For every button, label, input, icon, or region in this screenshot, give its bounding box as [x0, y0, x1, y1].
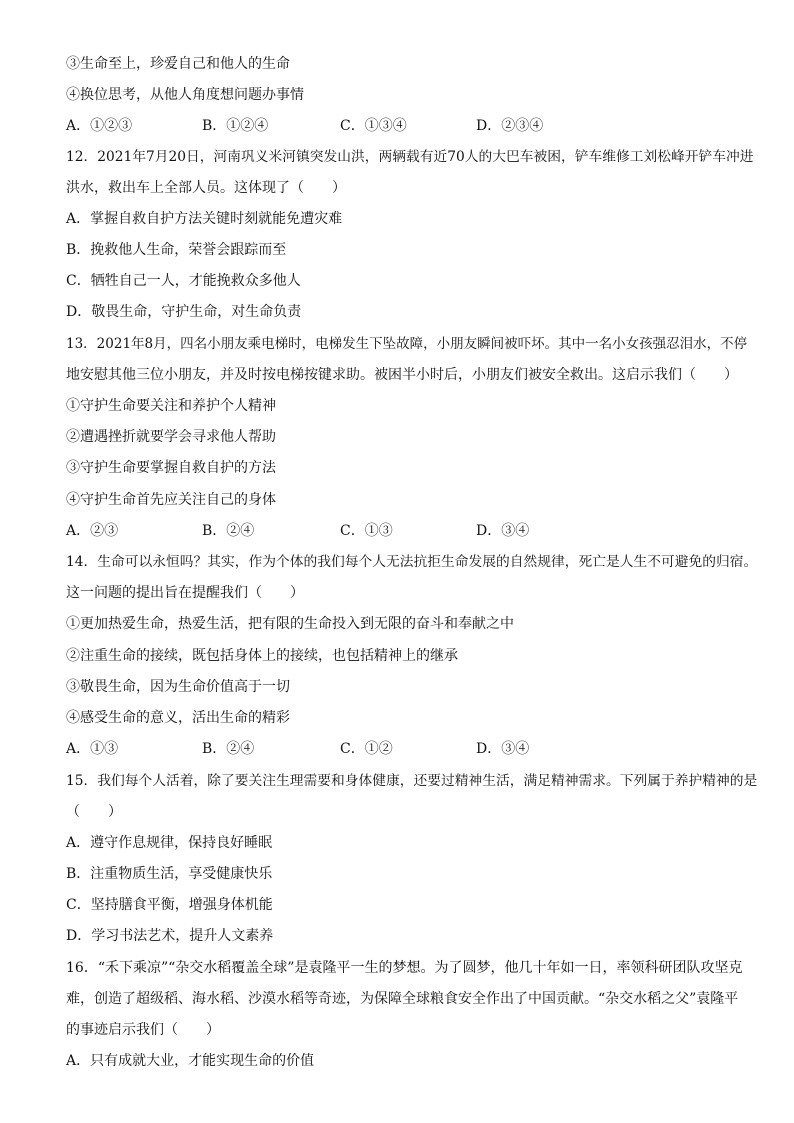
q13-choice-c[interactable]: C．①③	[340, 523, 393, 539]
q11-item-4: ④换位思考，从他人角度想问题办事情	[66, 87, 304, 103]
q15-stem-line-2: （ ）	[66, 804, 122, 820]
q14-stem-line-2: 这一问题的提出旨在提醒我们（ ）	[66, 585, 304, 601]
q12-stem-line-2: 洪水，救出车上全部人员。这体现了（ ）	[66, 180, 346, 196]
q15-option-d[interactable]: D．学习书法艺术，提升人文素养	[66, 928, 274, 944]
q13-item-3: ③守护生命要掌握自救自护的方法	[66, 460, 276, 476]
q16-option-a[interactable]: A．只有成就大业，才能实现生命的价值	[66, 1053, 315, 1069]
q13-choice-a[interactable]: A．②③	[66, 523, 119, 539]
q13-choice-d[interactable]: D．③④	[476, 523, 530, 539]
q12-option-d[interactable]: D．敬畏生命，守护生命，对生命负责	[66, 304, 302, 320]
q12-option-c[interactable]: C．牺牲自己一人，才能挽救众多他人	[66, 273, 301, 289]
q16-stem-line-3: 的事迹启示我们（ ）	[66, 1022, 220, 1038]
q12-option-a[interactable]: A．掌握自救自护方法关键时刻就能免遭灾难	[66, 211, 343, 227]
q16-stem-line-1: 16．“禾下乘凉”“杂交水稻覆盖全球”是袁隆平一生的梦想。为了圆梦，他几十年如一日，率领科研团队攻坚克	[66, 960, 743, 976]
q13-stem-line-1: 13．2021年8月，四名小朋友乘电梯时，电梯发生下坠故障，小朋友瞬间被吓坏。其中一名小女孩强忍泪水，不停	[66, 336, 748, 352]
q13-item-2: ②遭遇挫折就要学会寻求他人帮助	[66, 429, 276, 445]
q14-item-4: ④感受生命的意义，活出生命的精彩	[66, 710, 290, 726]
q13-item-4: ④守护生命首先应关注自己的身体	[66, 492, 276, 508]
q14-choice-c[interactable]: C．①②	[340, 741, 393, 757]
q14-choice-b[interactable]: B．②④	[202, 741, 255, 757]
q11-choice-a[interactable]: A．①②③	[66, 118, 133, 134]
q12-option-b[interactable]: B．挽救他人生命，荣誉会跟踪而至	[66, 242, 287, 258]
q11-choice-d[interactable]: D．②③④	[476, 118, 544, 134]
q11-choices	[66, 116, 756, 136]
q15-stem-line-1: 15．我们每个人活着，除了要关注生理需要和身体健康，还要过精神生活，满足精神需求。下列属于养护精神的是	[66, 773, 758, 789]
q14-stem-line-1: 14．生命可以永恒吗？其实，作为个体的我们每个人无法抗拒生命发展的自然规律，死亡是人生不可避免的归宿。	[66, 554, 758, 570]
q13-choice-b[interactable]: B．②④	[202, 523, 255, 539]
q14-item-2: ②注重生命的接续，既包括身体上的接续，也包括精神上的继承	[66, 648, 458, 664]
q13-stem-line-2: 地安慰其他三位小朋友，并及时按电梯按键求助。被困半小时后，小朋友们被安全救出。这启示我们（ ）	[66, 367, 738, 383]
q13-item-1: ①守护生命要关注和养护个人精神	[66, 398, 276, 414]
q14-item-1: ①更加热爱生命，热爱生活，把有限的生命投入到无限的奋斗和奉献之中	[66, 616, 514, 632]
q14-choice-a[interactable]: A．①③	[66, 741, 119, 757]
q12-stem-line-1: 12．2021年7月20日，河南巩义米河镇突发山洪，两辆载有近70人的大巴车被困，铲车维修工刘松峰开铲车冲进	[66, 149, 754, 165]
q15-option-b[interactable]: B．注重物质生活，享受健康快乐	[66, 866, 273, 882]
q11-item-3: ③生命至上，珍爱自己和他人的生命	[66, 56, 290, 72]
q11-choice-b[interactable]: B．①②④	[202, 118, 269, 134]
q13-choices	[66, 521, 756, 541]
q11-choice-c[interactable]: C．①③④	[340, 118, 407, 134]
q15-option-c[interactable]: C．坚持膳食平衡，增强身体机能	[66, 897, 273, 913]
q14-choices	[66, 739, 756, 759]
q16-stem-line-2: 难，创造了超级稻、海水稻、沙漠水稻等奇迹，为保障全球粮食安全作出了中国贡献。“杂交水稻之父”袁隆平	[66, 991, 739, 1007]
q14-item-3: ③敬畏生命，因为生命价值高于一切	[66, 679, 290, 695]
q15-option-a[interactable]: A．遵守作息规律，保持良好睡眠	[66, 835, 273, 851]
q14-choice-d[interactable]: D．③④	[476, 741, 530, 757]
